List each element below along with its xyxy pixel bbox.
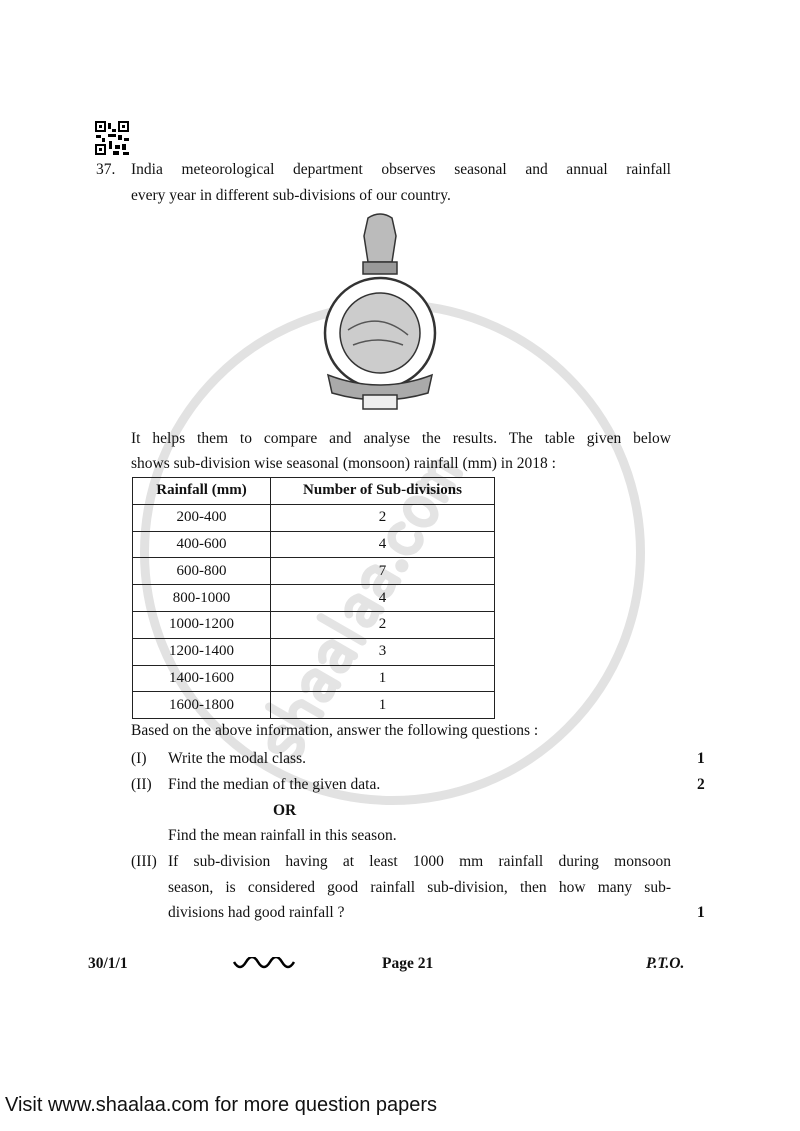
cell-count: 3 [271, 638, 495, 665]
cell-count: 1 [271, 692, 495, 719]
context-line-2: shows sub-division wise seasonal (monsoon) rainfall (mm) in 2018 : [131, 455, 556, 472]
q1-number: (I) [131, 750, 147, 767]
q2-marks: 2 [697, 776, 705, 793]
cell-rainfall: 600-800 [133, 558, 271, 585]
q3-marks: 1 [697, 904, 705, 921]
cell-rainfall: 1600-1800 [133, 692, 271, 719]
cell-count: 7 [271, 558, 495, 585]
intro-line-2: every year in different sub-divisions of our country. [131, 187, 451, 204]
cell-rainfall: 200-400 [133, 504, 271, 531]
table-header-row [133, 478, 495, 505]
cell-rainfall: 1000-1200 [133, 611, 271, 638]
table-row [133, 558, 495, 585]
or-label: OR [273, 802, 297, 819]
paper-code: 30/1/1 [88, 955, 128, 972]
q1-marks: 1 [697, 750, 705, 767]
page-number: Page 21 [382, 955, 434, 972]
q2-number: (II) [131, 776, 152, 793]
question-number: 37. [96, 161, 116, 178]
rainfall-table [132, 477, 495, 719]
q3-line-3: divisions had good rainfall ? [168, 904, 345, 921]
q1-text: Write the modal class. [168, 750, 306, 767]
table-row [133, 504, 495, 531]
cell-count: 2 [271, 611, 495, 638]
table-row [133, 638, 495, 665]
header-subdivisions: Number of Sub-divisions [271, 478, 495, 505]
cell-count: 4 [271, 531, 495, 558]
cell-rainfall: 400-600 [133, 531, 271, 558]
cell-count: 1 [271, 665, 495, 692]
q2-text: Find the median of the given data. [168, 776, 381, 793]
cell-rainfall: 1400-1600 [133, 665, 271, 692]
table-row [133, 585, 495, 612]
table-row [133, 665, 495, 692]
q3-number: (III) [131, 853, 157, 870]
visit-banner: Visit www.shaalaa.com for more question papers [5, 1094, 438, 1116]
q3-line-2: season, is considered good rainfall sub-division, then how many sub- [168, 879, 671, 896]
cell-rainfall: 800-1000 [133, 585, 271, 612]
wave-divider-icon [232, 957, 302, 971]
cell-count: 4 [271, 585, 495, 612]
pto-label: P.T.O. [646, 955, 685, 972]
imd-logo [318, 210, 443, 415]
table-row [133, 611, 495, 638]
cell-count: 2 [271, 504, 495, 531]
intro-line-1: India meteorological department observes seasonal and annual rainfall [131, 161, 671, 178]
header-rainfall: Rainfall (mm) [133, 478, 271, 505]
qr-code-icon [95, 121, 129, 157]
q2-alt-text: Find the mean rainfall in this season. [168, 827, 397, 844]
table-row [133, 692, 495, 719]
context-line-1: It helps them to compare and analyse the results. The table given below [131, 430, 671, 447]
instruction: Based on the above information, answer the following questions : [131, 722, 539, 739]
cell-rainfall: 1200-1400 [133, 638, 271, 665]
table-row [133, 531, 495, 558]
q3-line-1: If sub-division having at least 1000 mm rainfall during monsoon [168, 853, 671, 870]
